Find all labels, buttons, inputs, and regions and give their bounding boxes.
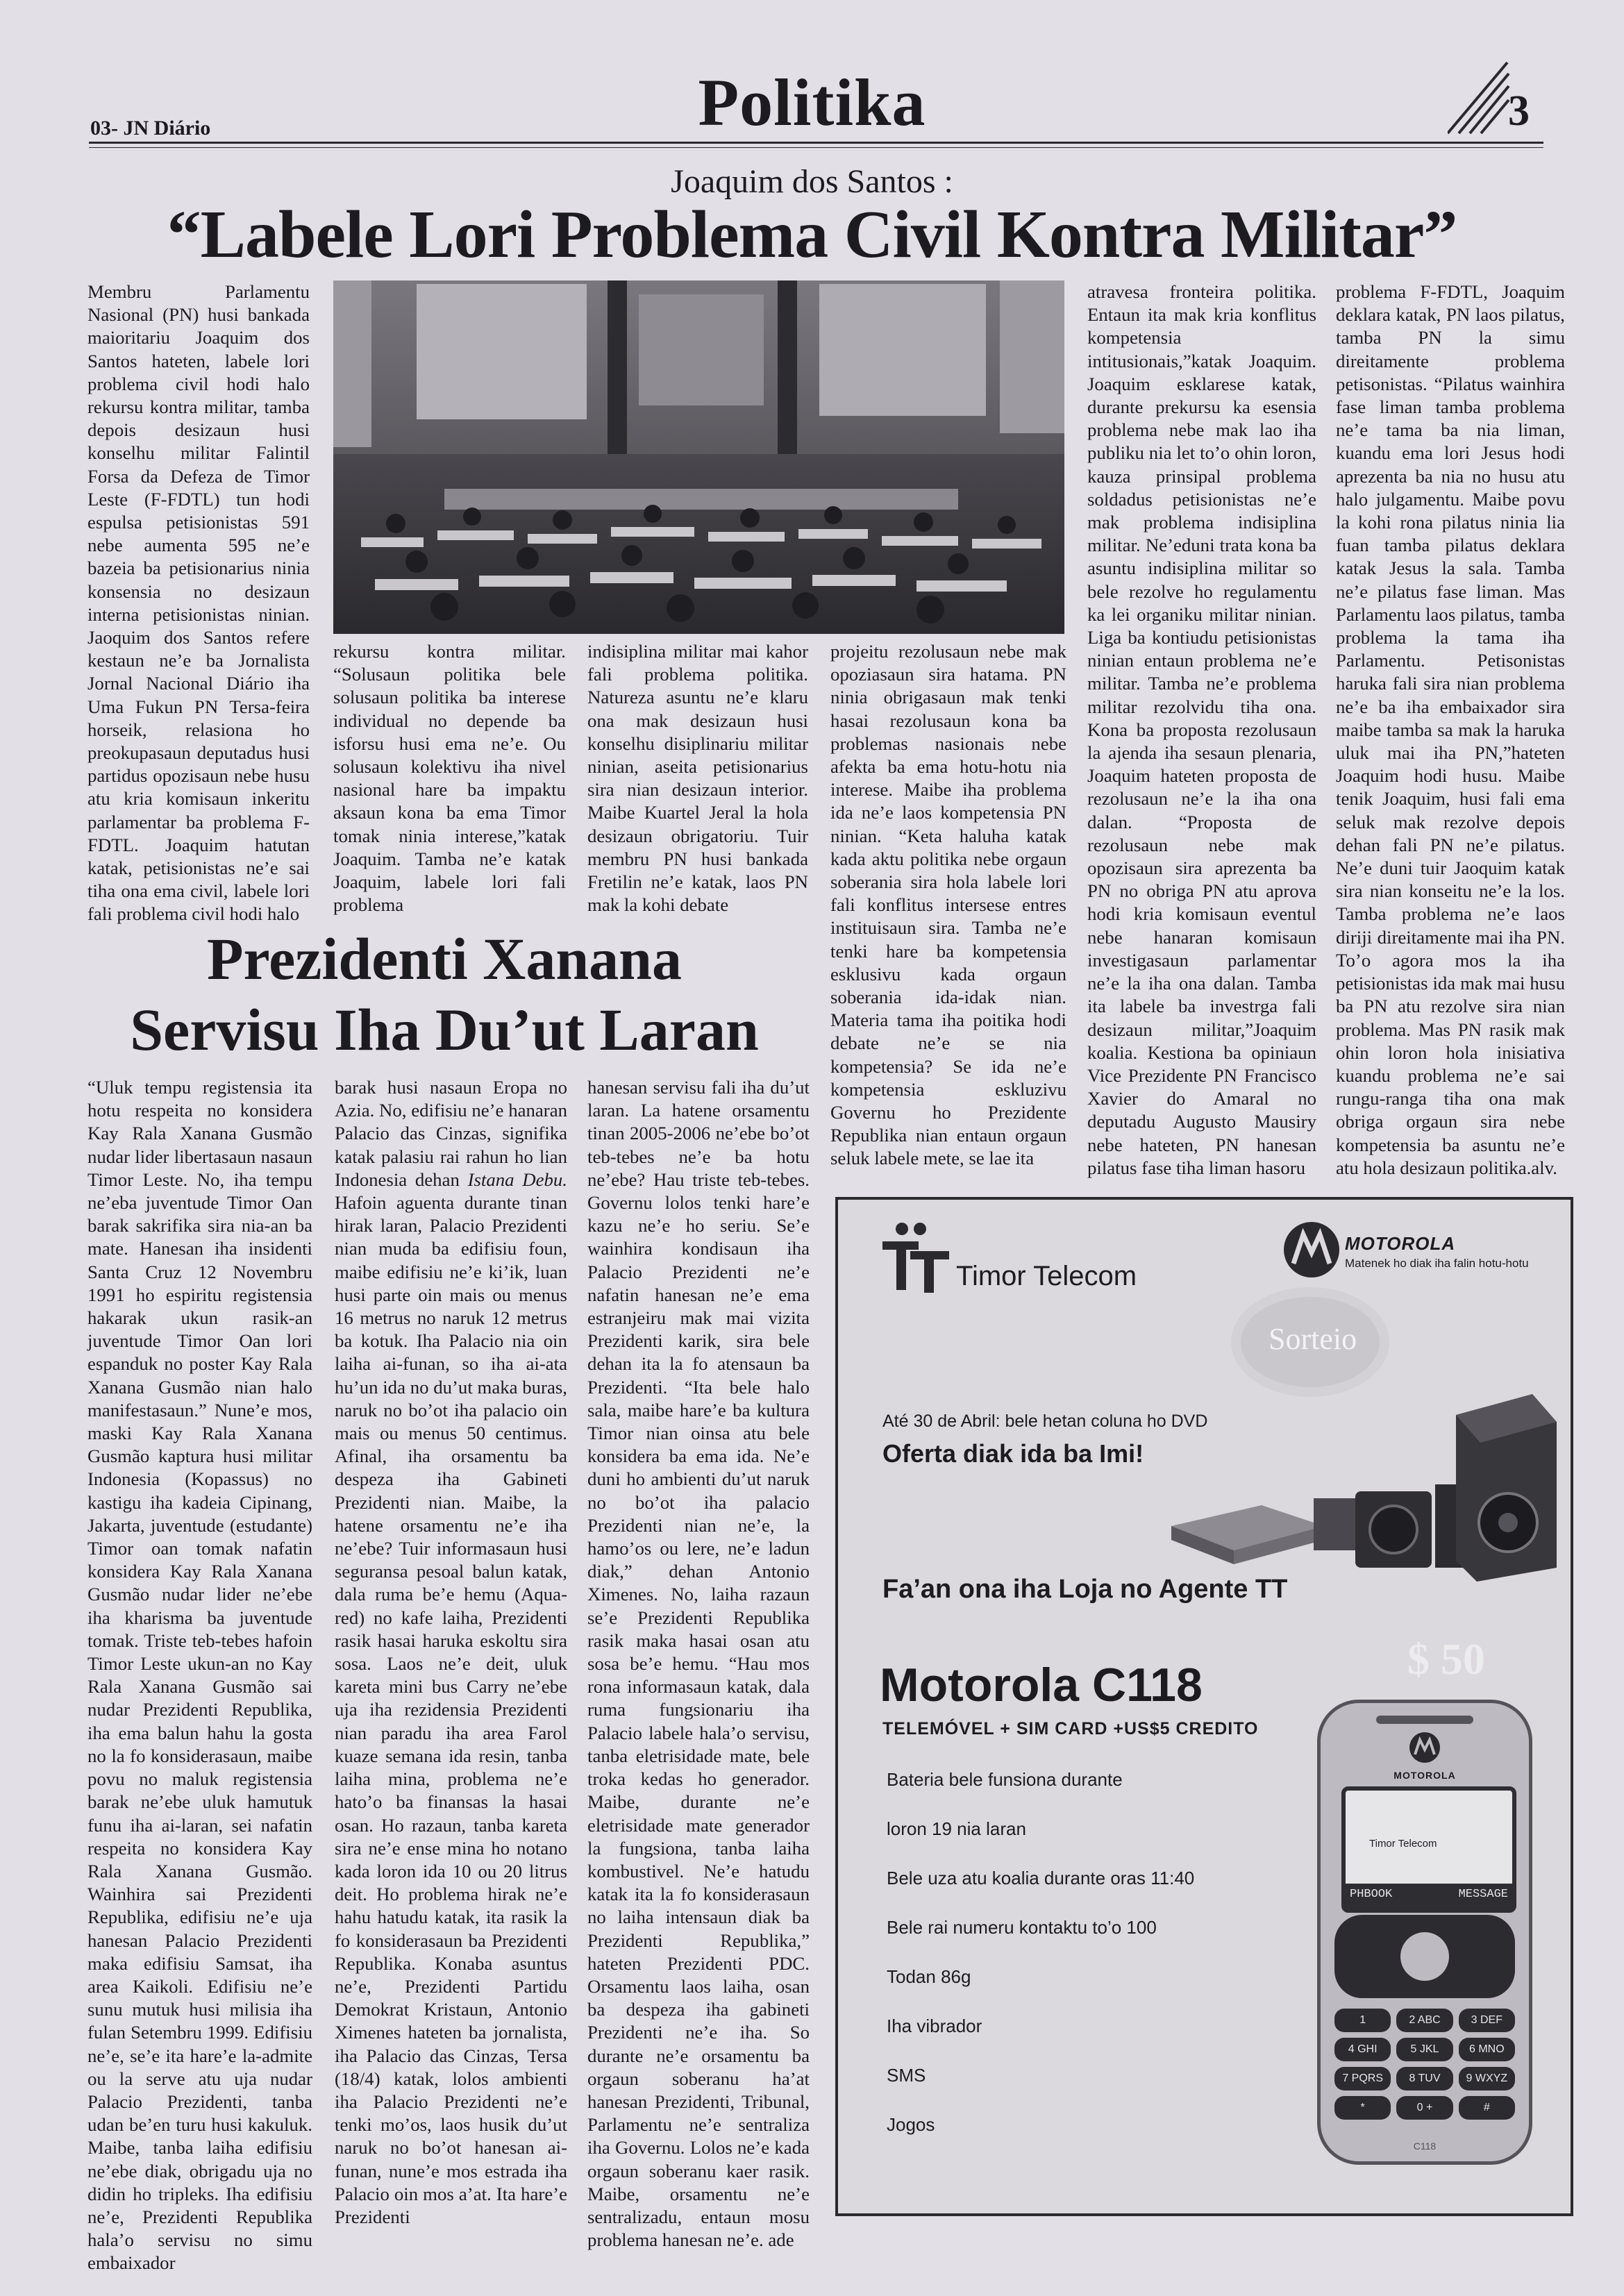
phone-screen: Timor Telecom PHBOOK MESSAGE	[1341, 1786, 1516, 1913]
ad-product: Motorola C118	[880, 1659, 1203, 1711]
article1-column-3: indisiplina militar mai kahor fali problema politika. Natureza asuntu ne’e klaru ona mak desizaun husi konselhu disiplinariu militar ninian, aseita petisionarius sira nian desizaun interior. Maibe Kuartel Jeral la hola desizaun obrigatoriu. Tuir membru PN husi bankada Fretilin ne’e katak, laos PN mak la kohi debate	[587, 641, 808, 916]
page-number: 3	[1508, 87, 1530, 135]
ad-feature: Bateria bele funsiona durante	[887, 1769, 1123, 1790]
timor-telecom-ad	[835, 1197, 1573, 2216]
article1-column-4: projeitu rezolusaun nebe mak opoziasaun sira hatama. PN ninia obrigasaun mak tenki hasai rezolusaun kona ba problemas nasionais nebe afekta ba ema hotu-hotu nia interese. Maibe iha problema ida ne’e laos kompetensia PN ninian. “Keta haluha katak kada aktu politika nebe orgaun soberania sira hola labele lori fali konflitus intersese entres instituisaun sira. Tamba ne’e tenki hare ba kompetensia esklusivu kada orgaun soberania ida-idak nian. Materia tama iha poitika hodi debate ne’e se nia kompetensia? Se ida ne’e kompetensia eskluzivu Governu ho Prezidente Republika nian entaun orgaun seluk labele mete, se lae ita	[830, 641, 1066, 1169]
article2-column-3: hanesan servisu fali iha du’ut laran. La hatene orsamentu tinan 2005-2006 ne’ebe bo’ot teb-tebes ne’e ba hotu ne’ebe? Hau triste teb-tebes. Governu lolos tenki hare’e kazu ne’e ho seriu. Se’e wainhira kondisaun iha Palacio Prezidenti ne’e nafatin hanesan ne’e ema estranjeiru mak mai vizita Prezidenti karik, sira bele dehan ita la fo atensaun ba Prezidenti. “Ita bele halo sala, maibe hare’e ba kultura Timor nian oinsa atu bele konsidera ba ema ida. Ne’e duni ho ambienti du’ut naruk no bo’ot iha palacio Prezidenti nian ne’e, la hamo’os ou lere, ne’e ladun diak,” dehan Antonio Ximenes. No, laiha razaun se’e Prezidenti Republika rasik maka hasai osan atu sosa be’e hemu. “Hau mos rona informasaun katak, dala ruma fungsionariu iha Palacio labele hala’o servisu, tanba eletrisidade mate, bele troka kedas ho generador. Maibe, durante ne’e eletrisidade mate generador la fungsiona, tanba laiha kombustivel. Ne’e hatudu katak ita la fo konsiderasaun no laiha intensaun diak ba Prezidenti Republika,” hateten Prezidenti PDC. Orsamentu laos laiha, osan ba despeza iha gabineti Prezidenti ne’e iha. So durante ne’e orsamentu ba orgaun soberanu ha’at hanesan Prezidenti, Tribunal, Parlamentu ne’e sentraliza iha Governu. Lolos ne’e kada orgaun soberanu kaer rasik. Maibe, orsamentu ne’e sentralizadu, entaun mosu problema hanesan ne’e. ade	[587, 1077, 810, 2251]
ad-promo-line: Até 30 de Abril: bele hetan coluna ho DVD	[882, 1411, 1208, 1431]
page-label: 03- JN Diário	[90, 117, 211, 140]
article2-headline	[56, 923, 833, 1065]
ad-feature: loron 19 nia laran	[887, 1818, 1026, 1839]
article2-column-2: barak husi nasaun Eropa no Azia. No, edifisiu ne’e hanaran Palacio das Cinzas, signifika katak palasiu rai rahun ho lian Indonesia dehan Istana Debu. Hafoin aguenta durante tinan hirak laran, Palacio Prezidenti nian muda ba edifisiu foun, maibe edifisiu ne’e ki’ik, luan husi parte oin mais ou menus 16 metrus no naruk 12 metrus ba kotuk. Iha Palacio nia oin laiha ai-funan, so iha ai-ata hu’un ida no du’ut maka buras, naruk no bo’ot iha palacio oin mais ou menus 50 centimus. Afinal, iha orsamentu ba despeza iha Gabineti Prezidenti nian. Maibe, la hatene orsamentu ne’e iha ne’ebe? Tuir informasaun husi seguransa pesoal balun katak, dala ruma be’e hemu (Aqua-red) no kafe laiha, Prezidenti rasik hasai haruka eskoltu sira sosa. Laos ne’e deit, uluk kareta mini bus Carry ne’ebe uja iha rezidensia Prezidenti nian paradu iha area Farol kuaze semana ida resin, tanba laiha mina, problema ne’e hato’o ba finansas la hasai osan. Ho razaun, tanba kareta sira ne’e ense mina ho notano kada loron ida 10 ou 20 litrus deit. Ho problema hirak ne’e hahu hatudu katak, ita rasik la fo konsiderasaun ba Prezidenti Republika. Konaba asuntus ne’e, Prezidenti Partidu Demokrat Kristaun, Antonio Ximenes hateten ba jornalista, iha Palacio das Cinzas, Tersa (18/4) katak, lolos ambienti iha Palacio Prezidenti ne’e tenki mo’os, laos husik du’ut naruk no bo’ot hanesan ai-funan, nune’e mos estrada iha Palacio oin mos a’at. Ita hare’e Prezidenti	[335, 1077, 567, 2227]
ad-feature: Bele uza atu koalia durante oras 11:40	[887, 1868, 1195, 1888]
timor-telecom-logo-icon	[880, 1221, 956, 1297]
ad-brand: Timor Telecom	[956, 1261, 1137, 1291]
phone-keypad: 1 2 ABC 3 DEF 4 GHI 5 JKL 6 MNO 7 PQRS 8 TUV 9 WXYZ * 0 + #	[1334, 2009, 1515, 2120]
ad-partner-tagline: Matenek ho diak iha falin hotu-hotu	[1345, 1257, 1529, 1270]
ad-promo-headline: Oferta diak ida ba Imi!	[882, 1439, 1144, 1468]
article2-headline-line-1: Prezidenti Xanana	[206, 925, 682, 992]
header-rule	[89, 142, 1543, 144]
ad-product-sub: TELEMÓVEL + SIM CARD +US$5 CREDITO	[882, 1719, 1259, 1738]
article1-column-5: atravesa fronteira politika. Entaun ita mak kria konflitus kompetensia intitusionais,”katak Joaquim. Joaquim esklarese katak, durante prekursu ka esensia problema nebe mak lao iha publiku nia let to’o ohin loron, kauza prinsipal problema soldadus petisionistas ne’e mak problema indisiplina militar. Ne’eduni trata kona ba asuntu indisiplina militar so bele rezolve ho regulamentu ka lei organiku militar ninian. Liga ba kontiudu petisionistas ninian entaun problema ne’e militar. Tamba ne’e problema militar rezolvidu tiha ona. Kona ba proposta rezolusaun la ajenda iha sesaun plenaria, Joaquim hateten proposta de rezolusaun ne’e la iha ona dalan. “Proposta de rezolusaun nebe mak opozisaun sira aprezenta ba PN no obriga PN atu aprova hodi kria komisaun eventul nebe hanaran komisaun investigasaun parlamentar ne’e la iha ona dalan. Tamba ita labele ba investrga fali desizaun militar,”Joaquim koalia. Kestiona ba opiniaun Vice Prezidente PN Francisco Xavier do Amaral no deputadu Augusto Mausiry nebe hateten, PN hanesan pilatus fase tiha liman hasoru	[1087, 281, 1316, 1178]
article1-column-2: rekursu kontra militar. “Solusaun politika bele solusaun politika ba interese individual no depende ba isforsu husi ema ne’e. Ou solusaun kolektivu iha nivel nasional hare ba impaktu aksaun kona ba ema Timor tomak ninia interese,”katak Joaquim. Tamba ne’e katak Joaquim, labele lori fali problema	[333, 641, 566, 916]
ad-feature: Iha vibrador	[887, 2016, 982, 2036]
hatch-ornament-icon	[1448, 58, 1510, 135]
section-title: Politika	[698, 65, 926, 140]
ad-cta: Fa’an ona iha Loja no Agente TT	[882, 1575, 1288, 1604]
article2-column-1: “Uluk tempu registensia ita hotu respeita no konsidera Kay Rala Xanana Gusmão nudar lider libertasaun nasaun Timor Leste. No, iha tempu ne’eba juventude Timor Oan barak sakrifika sira nia-an ba mate. Hanesan iha insidenti Santa Cruz 12 Novembru 1991 ho espiritu registensia hakarak ukun rasik-an juventude Timor Oan lori espanduk no poster Kay Rala Xanana Gusmão nian halo manifestasaun.” Nune’e mos, maski Kay Rala Xanana Gusmão kaptura husi militar Indonesia (Kopassus) no kastigu iha kadeia Cipinang, Jakarta, juventude (estudante) Timor oan tomak nafatin konsidera Kay Rala Xanana Gusmão nudar lider ne’ebe iha kharisma ba juventude tomak. Triste teb-tebes hafoin Timor Leste ukun-an no Kay Rala Xanana Gusmão sai nudar Prezidenti Republika, iha ema balun hahu la gosta no la fo konsiderasaun, maibe povu no maluk registensia barak ne’ebe uluk hamutuk funu iha ai-laran, sei nafatin respeita no konsidera Kay Rala Xanana Gusmão. Wainhira sai Prezidenti Republika, edifisiu ne’e uja hanesan Palacio Prezidenti maka edifisiu Samsat, iha area Kaikoli. Edifisiu ne’e sunu mutuk husi milisia iha fulan Setembru 1999. Edifisiu ne’e, se’e ita hare’e la-admite ou la serve atu uja nudar Palacio Prezidenti, tanba udan be’en turu husi kakuluk. Maibe, tanba laiha edifisiu ne’ebe diak, obrigadu uja no didin ho tripleks. Iha edifisiu ne’e, Prezidenti Republika hala’o servisu no simu embaixador	[87, 1077, 312, 2274]
ad-feature: Jogos	[887, 2114, 935, 2135]
article2-headline-line-2: Servisu Iha Du’ut Laran	[130, 996, 759, 1063]
parliament-hall-image	[333, 280, 1064, 634]
motorola-logo-icon	[1282, 1221, 1341, 1279]
ad-partner: MOTOROLA	[1345, 1233, 1456, 1254]
phone-navpad	[1334, 1915, 1515, 1998]
header-rule-thin	[89, 147, 1543, 148]
article1-column-1: Membru Parlamentu Nasional (PN) husi bankada maioritariu Joaquim dos Santos hateten, labele lori problema civil hodi halo rekursu kontra militar, tamba depois desizaun husi konselhu militar Falintil Forsa da Defeza de Timor Leste (F-FDTL) tun hodi espulsa petisionistas 591 nebe aumenta 595 ne’e bazeia ba petisionarius ninia konsensia no desizaun interna petisionistas ninian. Jaoquim dos Santos refere kestaun ne’e ba Jornalista Jornal Nacional Diário iha Uma Fukun PN Tersa-feira horseik, relasiona ho preokupasaun deputadus husi partidus opozisaun nebe husu atu kria komisaun inkeritu parlamentar ba problema F-FDTL. Joaquim hatutan katak, petisionistas ne’e sai tiha ona ema civil, labele lori fali problema civil hodi halo	[87, 281, 310, 925]
article-kicker: Joaquim dos Santos :	[671, 163, 953, 200]
ad-feature-list	[887, 1755, 1194, 2150]
article-headline: “Labele Lori Problema Civil Kontra Militar”	[167, 197, 1457, 272]
ad-badge: Sorteio	[1269, 1322, 1357, 1356]
article1-column-6: problema F-FDTL, Joaquim deklara katak, PN laos pilatus, tamba PN la simu direitamente problema petisonistas. “Pilatus wainhira fase liman tamba problema ne’e tama ba nia liman, kuandu ema lori Jesus hodi aprezenta ba nia no husu atu halo julgamentu. Maibe povu la kohi rona pilatus ninia lia fuan tamba pilatus deklara katak Jesus la sala. Tamba ne’e pilatus fase liman. Mas Parlamentu laos pilatus, tamba problema la tama iha Parlamentu. Petisonistas haruka fali sira nian problema ne’e ba iha embaixador sira maibe tamba sa mak la haruka uluk mai iha PN,”hateten Joaquim hodi husu. Maibe tenik Joaquim, husi fali ema seluk mak rezolve depois dehan fali PN ne’e pilatus. Ne’e duni tuir Jaoquim katak sira nian konseitu ne’e la los. Tamba problema ne’e laos diriji direitamente mai iha PN. To’o agora mos la iha petisionistas ida mak mai husu ba PN atu rezolve sira nian problema. Mas PN rasik mak ohin loron hola inisiativa kuandu problema ne’e sai rungu-ranga tiha ona mak obriga orgaun sira nebe kompetensia ba asuntu ne’e atu hola desizaun politika.alv.	[1336, 281, 1565, 1178]
parliament-photo	[333, 280, 1064, 634]
ad-feature: Bele rai numeru kontaktu to’o 100	[887, 1917, 1157, 1938]
dvd-speaker-set-image	[1171, 1387, 1560, 1595]
ad-price: $ 50	[1407, 1634, 1485, 1684]
ad-feature: SMS	[887, 2065, 926, 2086]
phone-logo-icon	[1408, 1731, 1441, 1764]
motorola-c118-phone: MOTOROLA Timor Telecom PHBOOK MESSAGE 1 2 ABC 3 DEF 4 GHI 5 JKL 6 MNO 7 PQRS 8 TUV 9 WXYZ * 0 + # C118	[1317, 1700, 1532, 2165]
ad-feature: Todan 86g	[887, 1966, 971, 1987]
